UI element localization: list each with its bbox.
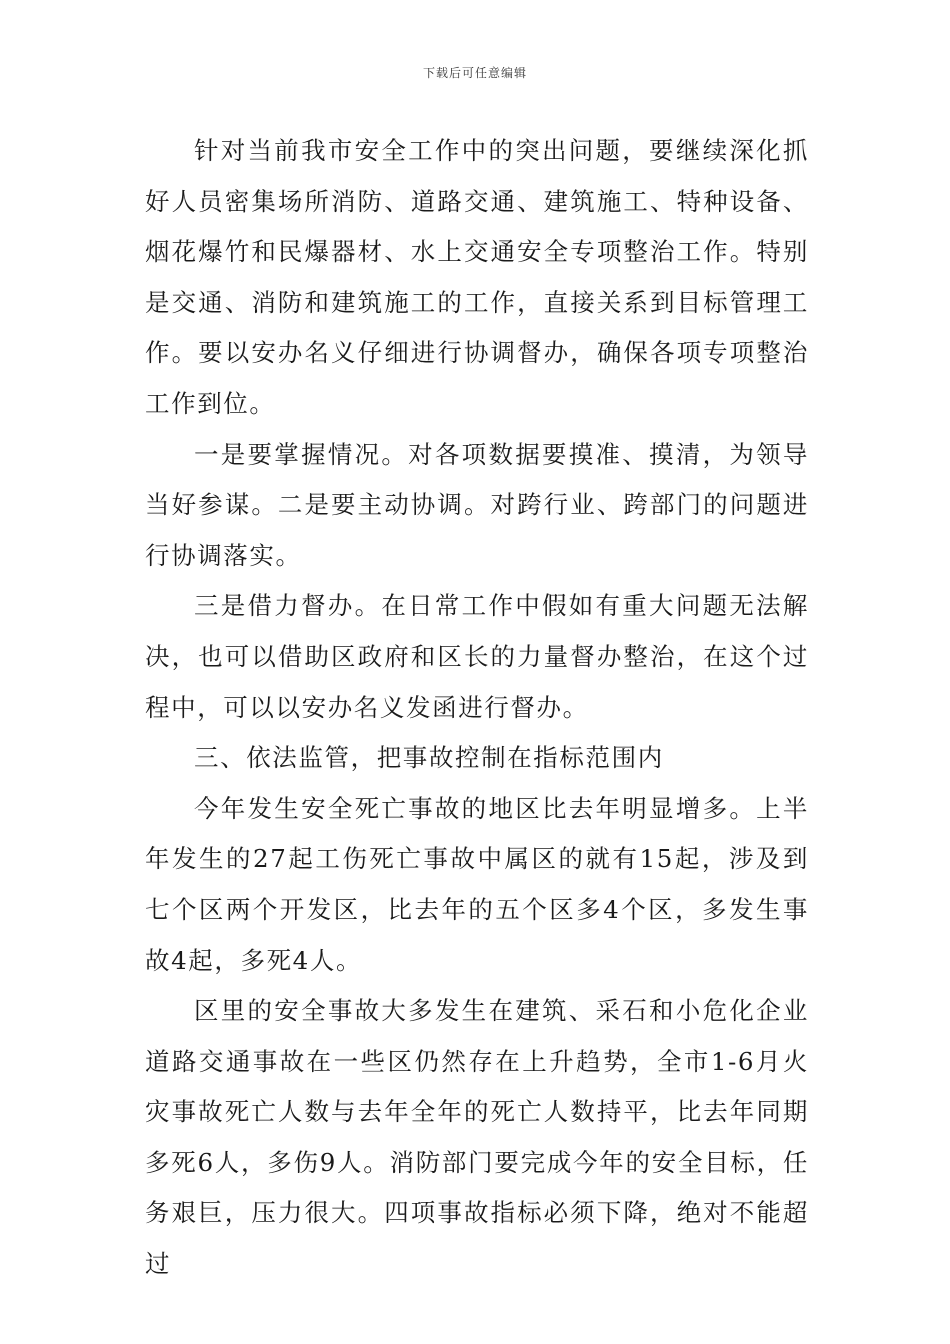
page-header: 下载后可任意编辑 bbox=[422, 66, 527, 80]
paragraph-district-accidents: 区里的安全事故大多发生在建筑、采石和小危化企业道路交通事故在一些区仍然存在上升趋势，全市1-6月火灾事故死亡人数与去年全年的死亡人数持平，比去年同期多死6人，多伤9人。消防部门要完成今年的安全目标，任务艰巨，压力很大。四项事故指标必须下降，绝对不能超过 bbox=[145, 996, 809, 1279]
paragraph-grasp-situation: 一是要掌握情况。对各项数据要摸准、摸清，为领导当好参谋。二是要主动协调。对跨行业、跨部门的问题进行协调落实。 bbox=[145, 439, 809, 570]
paragraph-supervision: 三是借力督办。在日常工作中假如有重大问题无法解决，也可以借助区政府和区长的力量督办整治，在这个过程中，可以以安办名义发函进行督办。 bbox=[145, 591, 809, 722]
section-heading: 三、依法监管，把事故控制在指标范围内 bbox=[194, 743, 664, 773]
paragraph-special-rectification: 针对当前我市安全工作中的突出问题，要继续深化抓好人员密集场所消防、道路交通、建筑施工、特种设备、烟花爆竹和民爆器材、水上交通安全专项整治工作。特别是交通、消防和建筑施工的工作，直接关系到目标管理工作。要以安办名义仔细进行协调督办，确保各项专项整治工作到位。 bbox=[145, 136, 809, 418]
paragraph-accident-statistics: 今年发生安全死亡事故的地区比去年明显增多。上半年发生的27起工伤死亡事故中属区的就有15起，涉及到七个区两个开发区，比去年的五个区多4个区，多发生事故4起，多死4人。 bbox=[145, 793, 809, 975]
document-body bbox=[145, 126, 809, 1290]
